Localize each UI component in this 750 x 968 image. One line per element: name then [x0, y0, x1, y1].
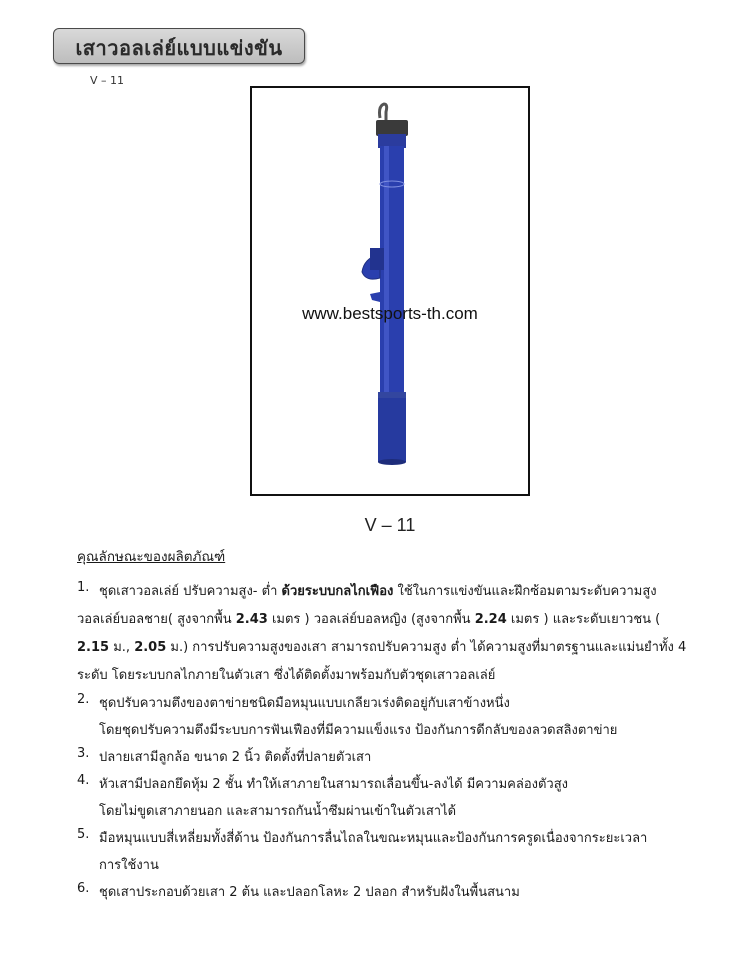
watermark-url: www.bestsports-th.com — [302, 304, 478, 323]
features-heading: คุณลักษณะของผลิตภัณฑ์ — [77, 549, 226, 565]
pole-lower-shaft — [378, 396, 406, 462]
feature-2-line-2: โดยชุดปรับความตึงมีระบบการฟันเฟืองที่มีความแข็งแรง ป้องกันการดีกลับของลวดสลิงตาข่าย — [99, 723, 618, 738]
image-caption: V – 11 — [364, 515, 416, 535]
feature-5-line-2: การใช้งาน — [99, 858, 159, 873]
bold-text: 2.05 — [134, 640, 167, 655]
feature-2-line-1: ชุดปรับความตึงของตาข่ายชนิดมือหมุนแบบเกลียวเร่งติดอยู่กับเสาข้างหนึ่ง — [99, 696, 510, 711]
feature-5-line-1: มือหมุนแบบสี่เหลี่ยมทั้งสี่ด้าน ป้องกันการลื่นไถลในขณะหมุนและป้องกันการครูดเนื่องจากระยะเวลา — [99, 831, 648, 846]
feature-number-4: 4. — [77, 773, 90, 788]
feature-number-5: 5. — [77, 827, 90, 842]
winch-gear — [370, 248, 384, 270]
feature-4-line-2: โดยไม่ขูดเสาภายนอก และสามารถกันน้ำซึมผ่านเข้าในตัวเสาได้ — [99, 804, 457, 819]
feature-number-2: 2. — [77, 692, 90, 707]
text: วอลเล่ย์บอลชาย( สูงจากพื้น — [77, 612, 236, 627]
page-title: เสาวอลเล่ย์แบบแข่งขัน — [75, 36, 283, 60]
pole-base — [378, 459, 406, 465]
product-code: V – 11 — [90, 74, 125, 87]
feature-3-line-1: ปลายเสามีลูกล้อ ขนาด 2 นิ้ว ติดตั้งที่ปลายตัวเสา — [99, 750, 372, 765]
feature-1-line-1 — [99, 580, 657, 601]
product-image-frame — [250, 86, 530, 496]
pole-lower-band — [378, 392, 406, 398]
feature-4-line-1: หัวเสามีปลอกยึดหุ้ม 2 ชั้น ทำให้เสาภายในสามารถเลื่อนขึ้น-ลงได้ มีความคล่องตัวสูง — [99, 777, 569, 792]
net-clip — [370, 292, 380, 302]
feature-number-3: 3. — [77, 746, 90, 761]
volleyball-pole-illustration — [252, 88, 528, 494]
text: ม., — [109, 640, 135, 655]
text: เมตร ) วอลเล่ย์บอลหญิง (สูงจากพื้น — [267, 612, 475, 627]
title-box — [53, 28, 305, 64]
pole-upper-shaft — [380, 146, 404, 396]
bold-text: 2.24 — [474, 612, 507, 627]
text: ระดับ โดยระบบกลไกภายในตัวเสา ซึ่งได้ติดตั้งมาพร้อมกับตัวชุดเสาวอลเล่ย์ — [77, 668, 496, 683]
pole-top-hook — [380, 104, 387, 122]
bold-text: 2.43 — [235, 612, 268, 627]
text: ชุดเสาวอลเล่ย์ ปรับความสูง- ต่ำ — [99, 584, 282, 599]
pole-top-sleeve — [378, 134, 406, 148]
text: เมตร ) และระดับเยาวชน ( — [506, 612, 661, 627]
feature-1-line-4 — [77, 664, 495, 685]
feature-1-line-2 — [77, 608, 660, 629]
feature-number-6: 6. — [77, 881, 90, 896]
bold-text: ด้วยระบบกลไกเฟือง — [281, 584, 394, 599]
pole-top-cap — [376, 120, 408, 136]
feature-6-line-1: ชุดเสาประกอบด้วยเสา 2 ต้น และปลอกโลหะ 2 ปลอก สำหรับฝังในพื้นสนาม — [99, 885, 520, 900]
feature-number-1: 1. — [77, 580, 90, 595]
text: ใช้ในการแข่งขันและฝึกซ้อมตามระดับความสูง — [393, 584, 657, 599]
bold-text: 2.15 — [77, 640, 110, 655]
feature-1-line-3 — [77, 636, 686, 657]
text: ม.) การปรับความสูงของเสา สามารถปรับความสูง ต่ำ ได้ความสูงที่มาตรฐานและแม่นยำทั้ง 4 — [166, 640, 687, 655]
